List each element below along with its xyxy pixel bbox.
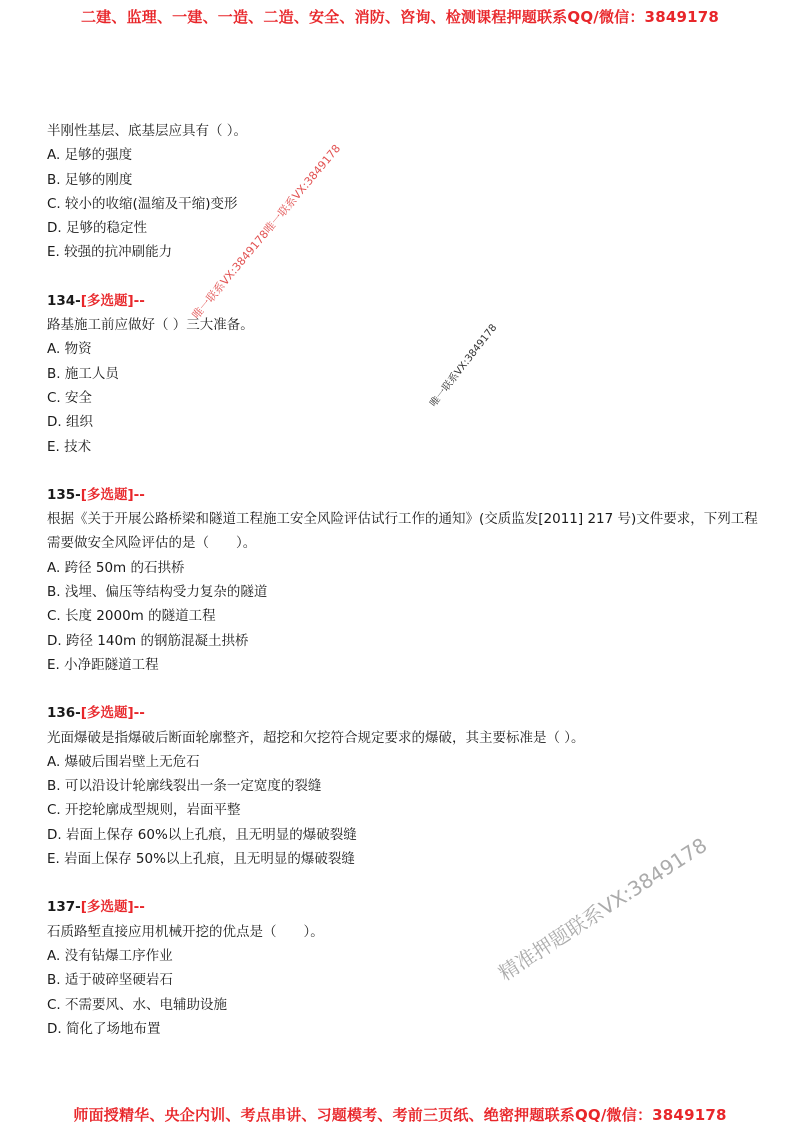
option: A. 爆破后围岩壁上无危石	[47, 753, 200, 770]
header-banner: 二建、监理、一建、一造、二造、安全、消防、咨询、检测课程押题联系QQ/微信：3849178	[80, 8, 720, 26]
question-type: [多选题]--	[80, 899, 145, 916]
option: E. 较强的抗冲刷能力	[47, 244, 173, 261]
option: E. 技术	[47, 438, 92, 455]
option: D. 岩面上保存 60%以上孔痕，且无明显的爆破裂缝	[47, 826, 357, 843]
question-header	[47, 289, 767, 313]
question-number: 135-	[47, 486, 81, 503]
question-134	[47, 289, 767, 459]
option: B. 可以沿设计轮廓线裂出一条一定宽度的裂缝	[47, 778, 322, 795]
option: B. 浅埋、偏压等结构受力复杂的隧道	[47, 584, 268, 601]
option: A. 物资	[47, 341, 92, 358]
option: D. 组织	[47, 414, 93, 431]
option: C. 安全	[47, 389, 93, 406]
question-stem: 根据《关于开展公路桥梁和隧道工程施工安全风险评估试行工作的通知》(交质监发[2011] 217 号)文件要求，下列工程需要做安全风险评估的是（ ）。	[47, 511, 758, 552]
question-type: [多选题]--	[80, 292, 145, 309]
question-stem: 路基施工前应做好（ ）三大准备。	[47, 317, 254, 334]
question-header	[47, 483, 767, 507]
watermark-text: 唯一联系VX:3849178唯一联系VX:3849178	[189, 142, 344, 322]
option: B. 适于破碎坚硬岩石	[47, 972, 173, 989]
watermark-text: 唯一联系VX:3849178	[428, 322, 500, 410]
question-number: 136-	[47, 705, 81, 722]
question-stem: 光面爆破是指爆破后断面轮廓整齐，超挖和欠挖符合规定要求的爆破，其主要标准是（ ）。	[47, 729, 585, 746]
option: B. 足够的刚度	[47, 171, 133, 188]
question-135	[47, 483, 767, 677]
option: A. 没有钻爆工序作业	[47, 947, 173, 964]
document-body	[47, 119, 767, 1041]
question-stem: 半刚性基层、底基层应具有（ ）。	[47, 123, 248, 139]
option: A. 跨径 50m 的石拱桥	[47, 559, 185, 576]
question-137	[47, 895, 767, 1041]
option: D. 足够的稳定性	[47, 220, 147, 237]
question-136	[47, 701, 767, 871]
option: C. 长度 2000m 的隧道工程	[47, 608, 216, 625]
option: D. 简化了场地布置	[47, 1020, 161, 1037]
option: C. 较小的收缩(温缩及干缩)变形	[47, 195, 238, 212]
option: D. 跨径 140m 的钢筋混凝土拱桥	[47, 632, 249, 649]
option: C. 不需要风、水、电辅助设施	[47, 996, 228, 1013]
watermark-text: 精准押题联系VX:3849178	[494, 832, 712, 986]
question-type: [多选题]--	[80, 705, 145, 722]
question-number: 137-	[47, 899, 81, 916]
option: B. 施工人员	[47, 365, 119, 382]
option: A. 足够的强度	[47, 147, 133, 164]
question-header	[47, 701, 767, 725]
question-number: 134-	[47, 292, 81, 309]
intro-question	[47, 119, 767, 265]
option: C. 开挖轮廓成型规则，岩面平整	[47, 802, 241, 819]
option: E. 岩面上保存 50%以上孔痕，且无明显的爆破裂缝	[47, 851, 355, 868]
question-header	[47, 895, 767, 919]
option: E. 小净距隧道工程	[47, 656, 159, 673]
question-type: [多选题]--	[80, 486, 145, 503]
footer-banner: 师面授精华、央企内训、考点串讲、习题模考、考前三页纸、绝密押题联系QQ/微信：3849178	[73, 1106, 727, 1124]
question-stem: 石质路堑直接应用机械开挖的优点是（ ）。	[47, 923, 324, 940]
